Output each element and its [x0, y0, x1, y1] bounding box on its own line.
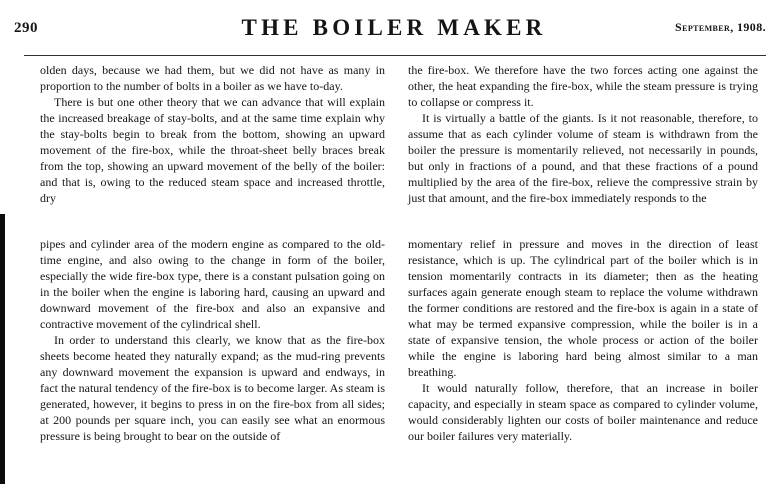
column-bottom-right: [408, 236, 758, 444]
column-top-right: [408, 62, 758, 206]
paragraph: olden days, because we had them, but we did not have as many in proportion to the number of bolts in a boiler as we have to-day.: [40, 63, 385, 93]
page-number: 290: [14, 20, 38, 36]
issue-date: September, 1908.: [675, 20, 766, 34]
paragraph: momentary relief in pressure and moves in the direction of least resistance, which is up. The cylindrical part of the boiler which is in tension momentarily contracts in its diameter; then as the heating surfaces again generate enough steam to replace the volume withdrawn the former conditions are restored and the fire-box is again in a state of what may be termed expansive compression, while the boiler is in a state of expansive tension, the whole process or action of the boiler while the engine is laboring hard being almost similar to a man breathing.: [408, 237, 758, 379]
header-rule: [24, 55, 766, 56]
paragraph: There is but one other theory that we can advance that will explain the increased breakage of stay-bolts, and at the same time explain why the stay-bolts begin to break from the bottom, showing an upward movement of the fire-box, while the throat-sheet belly braces break from the top, showing an upward movement of the belly of the boiler: and that is, owing to the reduced steam space and increased throttle, dry: [40, 95, 385, 205]
column-bottom-left: [40, 236, 385, 444]
paragraph: It is virtually a battle of the giants. Is it not reasonable, therefore, to assume that as each cylinder volume of steam is withdrawn from the boiler the pressure is momentarily relieved, not necessarily in pounds, but only in fractions of a pound, and that these fractions of a pound multiplied by the area of the fire-box, relieve the compressive strain by just that amount, and the fire-box immediately responds to the: [408, 111, 758, 205]
journal-title: THE BOILER MAKER: [241, 15, 547, 40]
paragraph: pipes and cylinder area of the modern engine as compared to the old-time engine, and also owing to the change in form of the boiler, especially the wide fire-box type, there is a constant pulsation going on in the boiler when the engine is laboring hard, causing an upward and downward movement of the fire-box and also an expansive and contractive movement of the cylindrical shell.: [40, 237, 385, 331]
paragraph: It would naturally follow, therefore, that an increase in boiler capacity, and especially in steam space as compared to cylinder volume, would considerably lighten our costs of boiler maintenance and reduce our boiler failures very materially.: [408, 381, 758, 443]
page-header: [14, 10, 766, 48]
paragraph: In order to understand this clearly, we know that as the fire-box sheets become heated they naturally expand; as the mud-ring prevents any downward movement the expansion is upward and endways, in fact the natural tendency of the fire-box is to become larger. As steam is generated, however, it begins to press in on the fire-box from all sides; at 200 pounds per square inch, you can easily see what an enormous pressure is being brought to bear on the outside of: [40, 333, 385, 443]
scan-edge-shadow: [0, 214, 5, 484]
column-top-left: [40, 62, 385, 206]
paragraph: the fire-box. We therefore have the two forces acting one against the other, the heat expanding the fire-box, while the steam pressure is trying to collapse or compress it.: [408, 63, 758, 109]
